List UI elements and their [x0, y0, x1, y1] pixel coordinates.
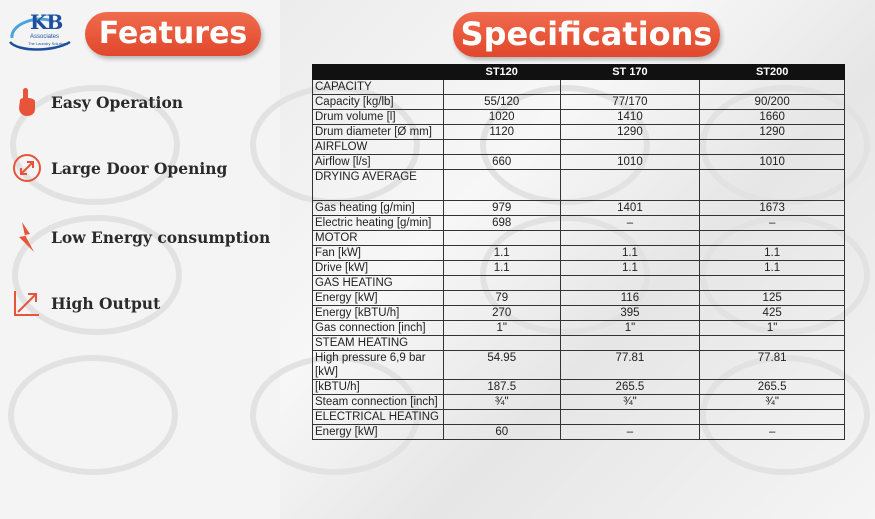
value-cell: [560, 336, 700, 351]
value-cell: 187.5: [443, 380, 560, 395]
value-cell: 1": [560, 321, 700, 336]
value-cell: [700, 336, 845, 351]
table-row: [313, 216, 845, 231]
table-row: [313, 110, 845, 125]
feature-low-energy: [12, 220, 270, 254]
value-cell: [700, 170, 845, 201]
value-cell: [560, 231, 700, 246]
value-cell: 1290: [700, 125, 845, 140]
value-cell: 1.1: [700, 246, 845, 261]
table-row: [313, 395, 845, 410]
row-label: Fan [kW]: [313, 246, 444, 261]
feature-large-door-opening: [12, 151, 227, 185]
table-row: [313, 95, 845, 110]
feature-label: Large Door Opening: [51, 158, 228, 178]
value-cell: [560, 80, 700, 95]
hand-pointer-icon: [12, 87, 42, 117]
table-row: [313, 321, 845, 336]
value-cell: –: [560, 216, 700, 231]
column-header: ST200: [700, 65, 845, 80]
section-label: STEAM HEATING: [313, 336, 444, 351]
value-cell: [443, 140, 560, 155]
row-label: Energy [kBTU/h]: [313, 306, 444, 321]
value-cell: 1010: [700, 155, 845, 170]
value-cell: [700, 140, 845, 155]
value-cell: [443, 276, 560, 291]
specifications-table: [312, 64, 845, 440]
row-label: Capacity [kg/lb]: [313, 95, 444, 110]
section-row: [313, 170, 845, 201]
lightning-bolt-icon: [12, 222, 42, 252]
value-cell: –: [560, 425, 700, 440]
value-cell: 979: [443, 201, 560, 216]
value-cell: 1010: [560, 155, 700, 170]
value-cell: 660: [443, 155, 560, 170]
value-cell: –: [700, 425, 845, 440]
value-cell: [700, 231, 845, 246]
value-cell: 1290: [560, 125, 700, 140]
value-cell: 125: [700, 291, 845, 306]
row-label: [kBTU/h]: [313, 380, 444, 395]
column-header: [313, 65, 444, 80]
table-row: [313, 201, 845, 216]
value-cell: 1.1: [443, 261, 560, 276]
value-cell: 1410: [560, 110, 700, 125]
value-cell: 77.81: [560, 351, 700, 380]
value-cell: 395: [560, 306, 700, 321]
value-cell: [700, 276, 845, 291]
column-header: ST 170: [560, 65, 700, 80]
section-row: [313, 231, 845, 246]
value-cell: 1020: [443, 110, 560, 125]
feature-high-output: [12, 286, 160, 320]
logo-text: KB: [30, 10, 63, 34]
section-label: DRYING AVERAGE: [313, 170, 444, 201]
value-cell: 55/120: [443, 95, 560, 110]
section-label: ELECTRICAL HEATING: [313, 410, 444, 425]
value-cell: 77.81: [700, 351, 845, 380]
table-row: [313, 155, 845, 170]
value-cell: 1.1: [443, 246, 560, 261]
value-cell: [443, 170, 560, 201]
value-cell: [560, 410, 700, 425]
table-row: [313, 425, 845, 440]
value-cell: ¾": [700, 395, 845, 410]
value-cell: [443, 231, 560, 246]
table-row: [313, 306, 845, 321]
value-cell: 698: [443, 216, 560, 231]
section-label: AIRFLOW: [313, 140, 444, 155]
section-label: GAS HEATING: [313, 276, 444, 291]
value-cell: –: [700, 216, 845, 231]
section-row: [313, 410, 845, 425]
section-row: [313, 276, 845, 291]
value-cell: 77/170: [560, 95, 700, 110]
value-cell: 265.5: [700, 380, 845, 395]
row-label: Drum diameter [Ø mm]: [313, 125, 444, 140]
section-row: [313, 80, 845, 95]
value-cell: [443, 410, 560, 425]
value-cell: 90/200: [700, 95, 845, 110]
trend-up-arrow-icon: [12, 288, 42, 318]
table-row: [313, 380, 845, 395]
value-cell: [560, 276, 700, 291]
value-cell: 60: [443, 425, 560, 440]
table-row: [313, 125, 845, 140]
row-label: Electric heating [g/min]: [313, 216, 444, 231]
value-cell: 265.5: [560, 380, 700, 395]
value-cell: 1": [700, 321, 845, 336]
table-row: [313, 261, 845, 276]
value-cell: 116: [560, 291, 700, 306]
feature-label: Low Energy consumption: [51, 227, 271, 247]
value-cell: 1.1: [700, 261, 845, 276]
value-cell: 270: [443, 306, 560, 321]
features-panel: [0, 0, 280, 519]
logo-tagline: The Laundry Solutions: [28, 41, 69, 46]
section-row: [313, 140, 845, 155]
section-label: MOTOR: [313, 231, 444, 246]
table-row: [313, 291, 845, 306]
value-cell: 1": [443, 321, 560, 336]
value-cell: ¾": [443, 395, 560, 410]
specifications-heading: Specifications: [453, 12, 720, 57]
value-cell: 1.1: [560, 246, 700, 261]
row-label: Steam connection [inch]: [313, 395, 444, 410]
value-cell: 1673: [700, 201, 845, 216]
value-cell: 1401: [560, 201, 700, 216]
expand-arrows-icon: [12, 153, 42, 183]
value-cell: [443, 80, 560, 95]
row-label: Energy [kW]: [313, 425, 444, 440]
value-cell: 425: [700, 306, 845, 321]
value-cell: 1660: [700, 110, 845, 125]
table-row: [313, 351, 845, 380]
value-cell: 1120: [443, 125, 560, 140]
value-cell: ¾": [560, 395, 700, 410]
row-label: Gas connection [inch]: [313, 321, 444, 336]
row-label: Drive [kW]: [313, 261, 444, 276]
row-label: Energy [kW]: [313, 291, 444, 306]
row-label: Drum volume [l]: [313, 110, 444, 125]
value-cell: [700, 80, 845, 95]
value-cell: 1.1: [560, 261, 700, 276]
feature-label: Easy Operation: [51, 92, 184, 112]
logo-associates: Associates: [30, 34, 60, 40]
column-header: ST120: [443, 65, 560, 80]
value-cell: [443, 336, 560, 351]
kb-logo: [8, 10, 76, 50]
features-heading: Features: [85, 12, 261, 56]
section-row: [313, 336, 845, 351]
value-cell: [560, 170, 700, 201]
value-cell: [700, 410, 845, 425]
table-header-row: [313, 65, 845, 80]
table-row: [313, 246, 845, 261]
value-cell: 54.95: [443, 351, 560, 380]
value-cell: 79: [443, 291, 560, 306]
value-cell: [560, 140, 700, 155]
feature-easy-operation: [12, 85, 183, 119]
row-label: High pressure 6,9 bar [kW]: [313, 351, 444, 380]
feature-label: High Output: [51, 293, 161, 313]
row-label: Gas heating [g/min]: [313, 201, 444, 216]
section-label: CAPACITY: [313, 80, 444, 95]
row-label: Airflow [l/s]: [313, 155, 444, 170]
